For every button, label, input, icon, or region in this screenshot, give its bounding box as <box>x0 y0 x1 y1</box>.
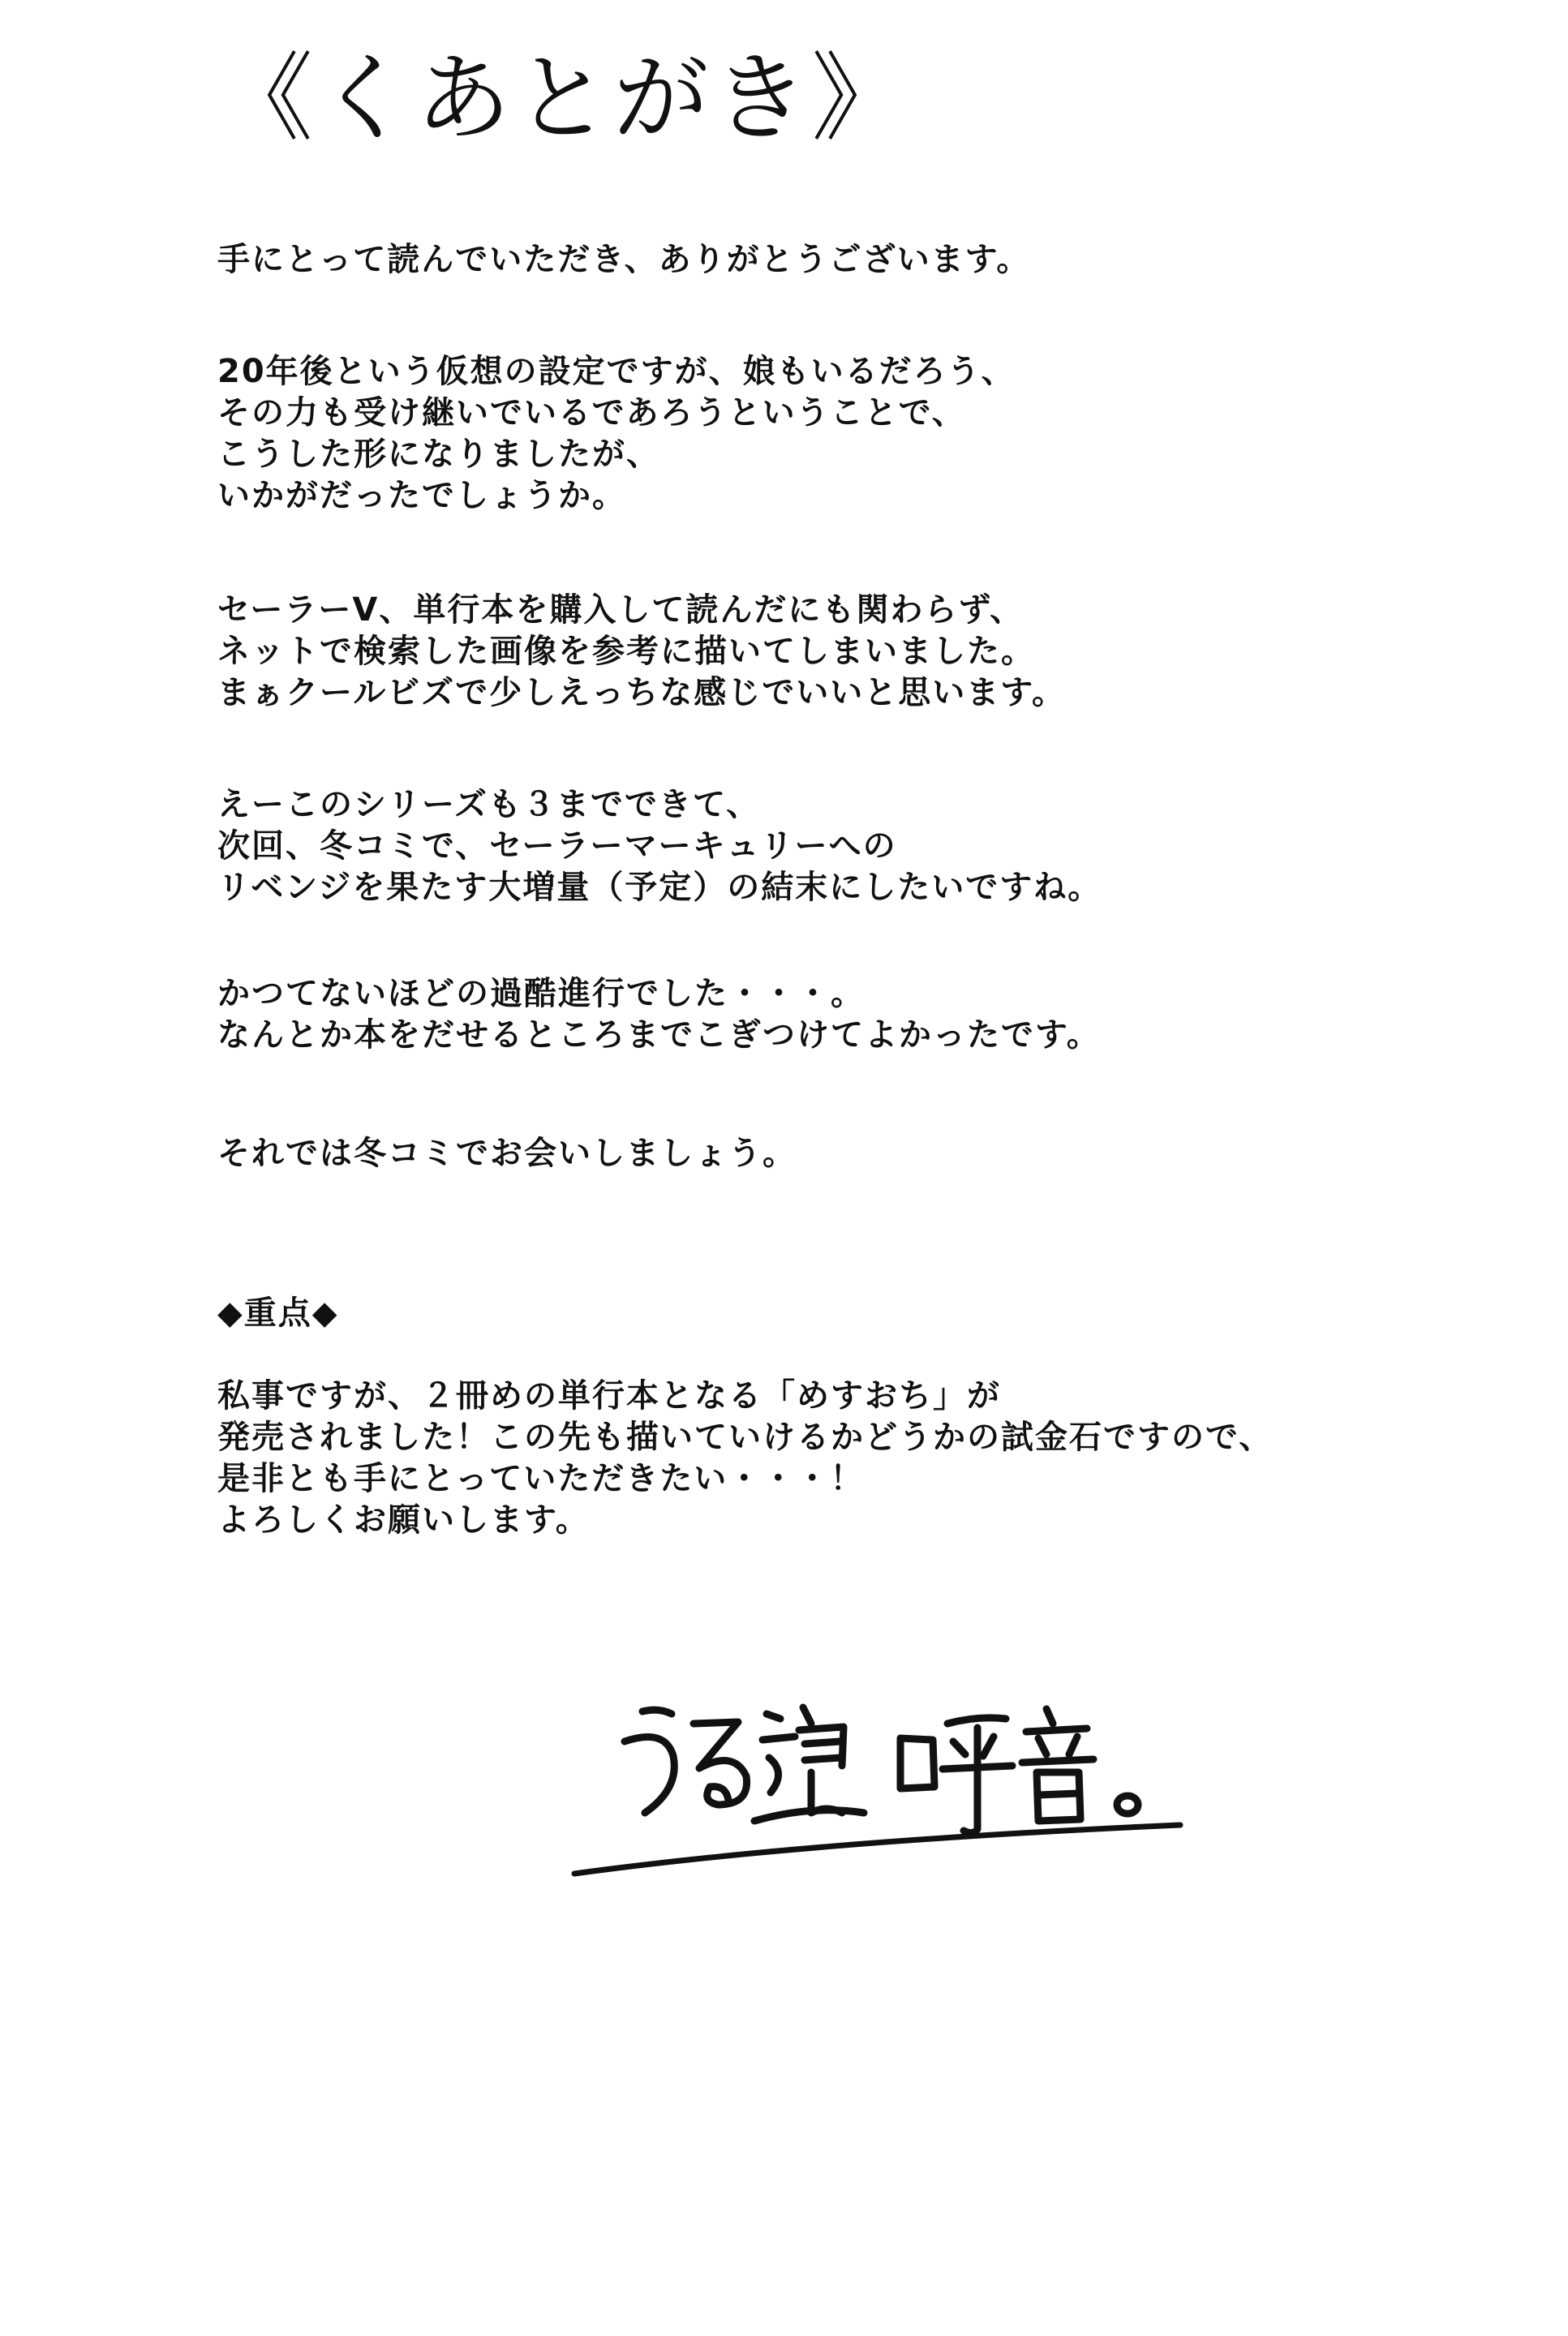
text-line: 20年後という仮想の設定ですが、娘もいるだろう、 <box>217 353 1016 390</box>
text-line: その力も受け継いでいるであろうということで、 <box>217 394 966 432</box>
paragraph-closing <box>217 1133 1515 1174</box>
paragraph-announcement <box>217 1376 1515 1541</box>
text-line: セーラーV、単行本を購入して読んだにも関わらず、 <box>217 591 1025 629</box>
paragraph-thanks <box>217 239 1515 281</box>
paragraph-setting <box>217 351 1515 517</box>
paragraph-sailor-v <box>217 590 1515 714</box>
text-line: まぁクールビズで少しえっちな感じでいいと思います。 <box>217 674 1066 711</box>
text-line: 発売されました！この先も描いていけるかどうかの試金石ですので、 <box>217 1419 1274 1456</box>
paragraph-schedule <box>217 973 1515 1056</box>
page-title: 《くあとがき》 <box>217 42 911 154</box>
text-line: 手にとって読んでいただき、ありがとうございます。 <box>217 241 1031 278</box>
text-line: えーこのシリーズも３までできて、 <box>217 786 761 823</box>
text-line: 次回、冬コミで、セーラーマーキュリーへの <box>217 827 897 865</box>
paragraph-series <box>217 784 1515 908</box>
text-line: 私事ですが、２冊めの単行本となる「めすおち」が <box>217 1377 1001 1415</box>
text-line: それでは冬コミでお会いしましょう。 <box>217 1135 797 1172</box>
text-line: リベンジを果たす大増量（予定）の結末にしたいですね。 <box>217 869 1102 906</box>
text-line: ◆重点◆ <box>217 1295 339 1332</box>
text-line: こうした形になりましたが、 <box>217 436 660 473</box>
section-heading-important <box>217 1293 1515 1334</box>
text-line: かつてないほどの過酷進行でした・・・。 <box>217 975 865 1012</box>
text-line: よろしくお願いします。 <box>217 1501 590 1539</box>
text-line: ネットで検索した画像を参考に描いてしまいました。 <box>217 633 1035 670</box>
text-line: なんとか本をだせるところまでこぎつけてよかったです。 <box>217 1016 1101 1054</box>
text-line: 是非とも手にとっていただきたい・・・！ <box>217 1460 865 1497</box>
text-line: いかがだったでしょうか。 <box>217 477 626 514</box>
author-signature <box>568 1691 1184 1878</box>
